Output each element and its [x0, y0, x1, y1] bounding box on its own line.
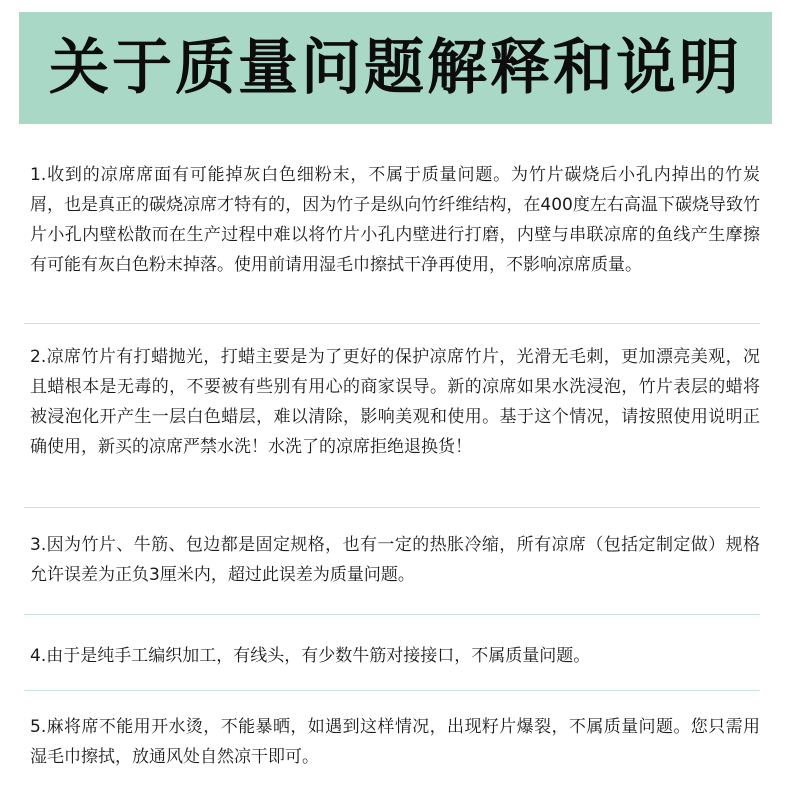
note-2-text: 2.凉席竹片有打蜡抛光，打蜡主要是为了更好的保护凉席竹片，光滑无毛刺，更加漂亮美观，况且蜡根本是无毒的，不要被有些别有用心的商家误导。新的凉席如果水洗浸泡，竹片表层的蜡将被浸泡化开产生一层白色蜡层，难以清除，影响美观和使用。基于这个情况，请按照使用说明正确使用，新买的凉席严禁水洗！水洗了的凉席拒绝退换货！	[30, 347, 760, 457]
note-4	[30, 641, 760, 671]
note-1	[30, 160, 760, 280]
note-3-text: 3.因为竹片、牛筋、包边都是固定规格，也有一定的热胀冷缩，所有凉席（包括定制定做）规格允许误差为正负3厘米内，超过此误差为质量问题。	[30, 535, 760, 585]
divider-4	[24, 690, 760, 691]
note-2	[30, 342, 760, 462]
note-3	[30, 530, 760, 590]
divider-2	[24, 507, 760, 508]
divider-1	[24, 323, 760, 324]
note-5	[30, 712, 760, 772]
page-title: 关于质量问题解释和说明	[49, 33, 742, 103]
note-1-text: 1.收到的凉席席面有可能掉灰白色细粉末，不属于质量问题。为竹片碳烧后小孔内掉出的竹炭屑，也是真正的碳烧凉席才特有的，因为竹子是纵向竹纤维结构，在400度左右高温下碳烧导致竹片小孔内壁松散而在生产过程中难以将竹片小孔内壁进行打磨，内壁与串联凉席的鱼线产生摩擦有可能有灰白色粉末掉落。使用前请用湿毛巾擦拭干净再使用，不影响凉席质量。	[30, 165, 760, 275]
title-banner	[19, 12, 772, 124]
note-4-text: 4.由于是纯手工编织加工，有线头，有少数牛筋对接接口，不属质量问题。	[30, 646, 591, 666]
note-5-text: 5.麻将席不能用开水烫，不能暴晒，如遇到这样情况，出现籽片爆裂，不属质量问题。您只需用湿毛巾擦拭，放通风处自然凉干即可。	[30, 717, 760, 767]
divider-3	[24, 614, 760, 615]
